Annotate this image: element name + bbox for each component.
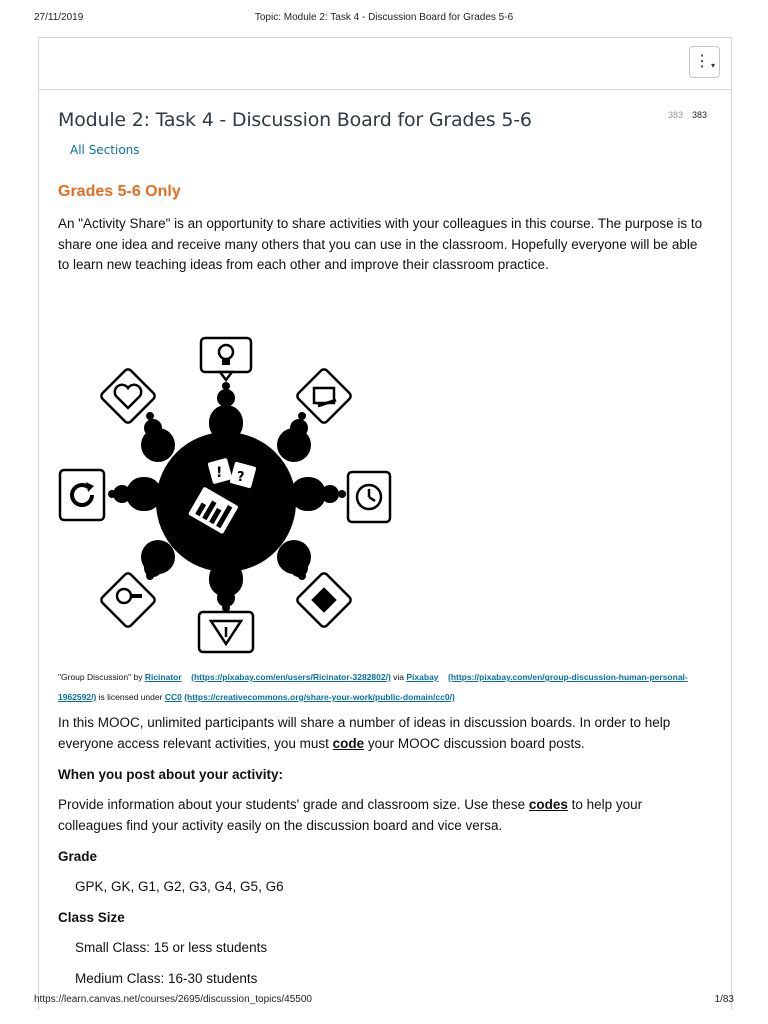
site-link[interactable]: Pixabay — [406, 672, 439, 682]
credit-prefix: "Group Discussion" by — [58, 672, 145, 682]
license-link[interactable]: CC0 — [164, 692, 182, 702]
image-credit — [58, 667, 708, 707]
view-count: 383 — [692, 110, 708, 120]
caret-down-icon: ▾ — [710, 61, 715, 70]
warning-info-icon — [199, 612, 253, 652]
provide-paragraph — [58, 795, 708, 836]
credit-licensed: is licensed under — [96, 692, 165, 702]
class-size-heading: Class Size — [58, 910, 125, 925]
svg-text:?: ? — [237, 470, 245, 485]
small-class-code: Small Class: 15 or less students — [75, 940, 268, 955]
print-page-number: 1/83 — [714, 994, 734, 1005]
calculator-icon — [296, 572, 353, 629]
options-menu-button[interactable] — [689, 46, 720, 78]
license-url-link[interactable]: (https://creativecommons.org/share-your-work/public-domain/cc0/) — [184, 692, 455, 702]
when-post-heading: When you post about your activity: — [58, 767, 284, 782]
alarm-clock-icon — [348, 472, 390, 522]
all-sections-link[interactable]: All Sections — [70, 143, 140, 157]
grade-heading: Grade — [58, 849, 98, 864]
medium-class-code: Medium Class: 16-30 students — [75, 971, 258, 986]
grade-codes: GPK, GK, G1, G2, G3, G4, G5, G6 — [75, 879, 284, 894]
search-icon — [100, 572, 157, 629]
lightbulb-icon — [201, 338, 251, 380]
author-url-link[interactable]: (https://pixabay.com/en/users/Ricinator-3282802/) — [191, 672, 391, 682]
view-count-faint: 383 — [668, 110, 684, 120]
codes-keyword: codes — [528, 797, 568, 812]
site-url-link[interactable]: (https://pixabay.com/en/group-discussion-human-personal-1962592/) — [58, 672, 688, 702]
svg-text:!: ! — [216, 465, 223, 481]
print-title: Topic: Module 2: Task 4 - Discussion Board for Grades 5-6 — [254, 12, 514, 23]
print-url: https://learn.canvas.net/courses/2695/discussion_topics/45500 — [34, 994, 312, 1005]
kebab-icon: ⋮ — [693, 53, 710, 70]
topic-toolbar — [38, 37, 732, 90]
refresh-icon — [60, 470, 104, 520]
intro-paragraph: An "Activity Share" is an opportunity to share activities with your colleagues in this course. The purpose is to share one idea and receive many others that you can use in the classroom. Hopefully everyone will be able to learn new teaching ideas from each other and improve their classroom practice. — [58, 216, 703, 272]
section-heading: Grades 5-6 Only — [58, 183, 181, 200]
page-title: Module 2: Task 4 - Discussion Board for Grades 5-6 — [58, 109, 532, 131]
mooc-text-a: In this MOOC, unlimited participants will share a number of ideas in discussion boards. In order to help everyone access relevant activities, you must — [58, 715, 671, 751]
print-date: 27/11/2019 — [34, 12, 84, 23]
author-link[interactable]: Ricinator — [144, 672, 182, 682]
code-keyword: code — [332, 735, 365, 751]
provide-text-a: Provide information about your students' grade and classroom size. Use these — [58, 797, 529, 812]
mooc-paragraph — [58, 713, 708, 754]
provide-text-b: to help your colleagues find your activity easily on the discussion board and vice versa. — [58, 797, 643, 833]
mooc-text-b: your MOOC discussion board posts. — [364, 735, 585, 751]
group-discussion-image — [58, 334, 394, 656]
credit-via: via — [390, 672, 407, 682]
